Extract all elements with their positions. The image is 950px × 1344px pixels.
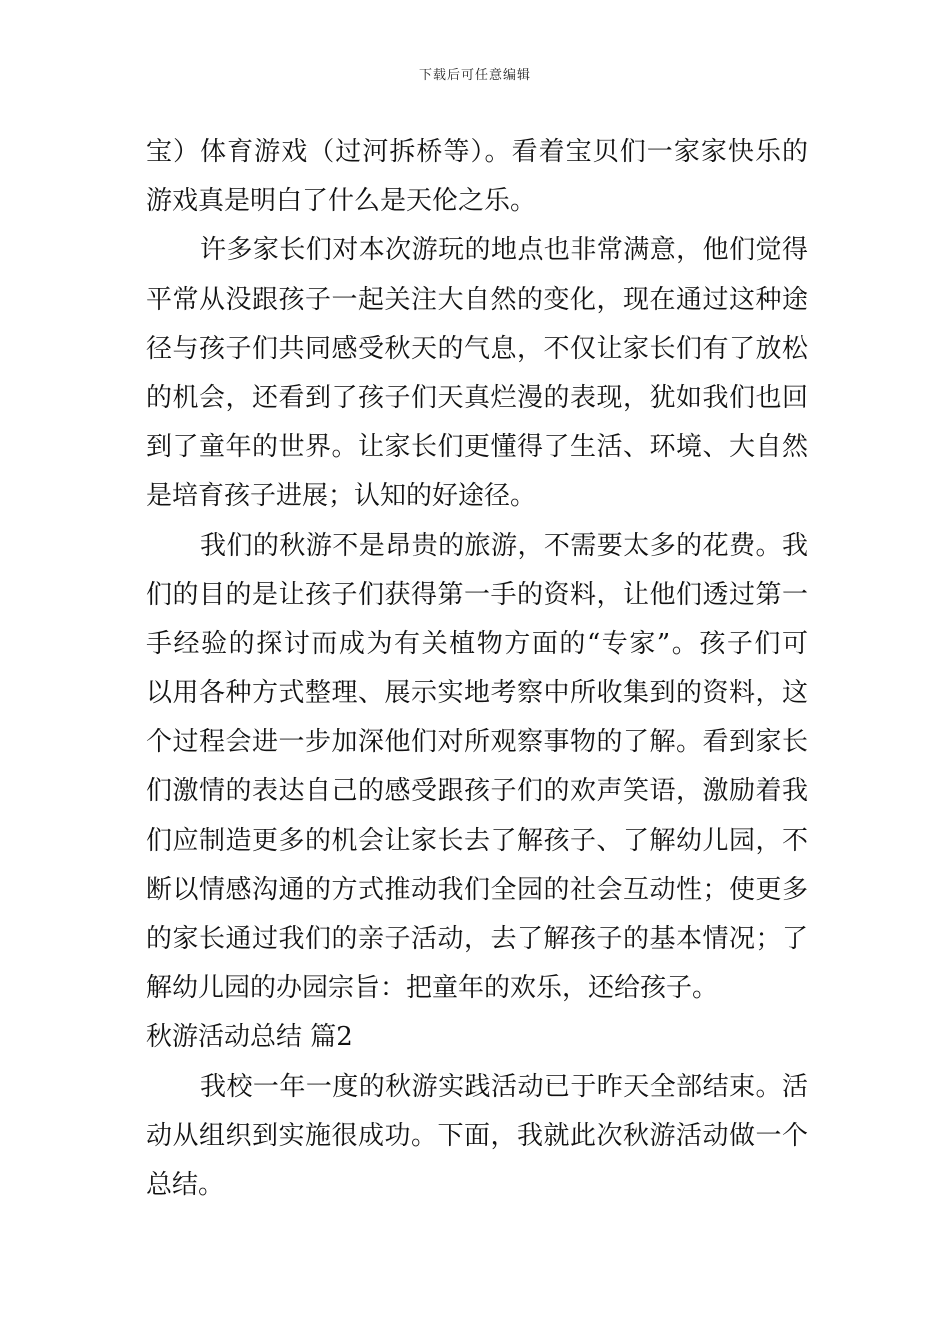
text-line: 以用各种方式整理、展示实地考察中所收集到的资料，这 — [146, 678, 808, 709]
text-line: 们应制造更多的机会让家长去了解孩子、了解幼儿园，不 — [146, 825, 808, 856]
text-line: 径与孩子们共同感受秋天的气息，不仅让家长们有了放松 — [146, 333, 808, 364]
text-line: 的机会，还看到了孩子们天真烂漫的表现，犹如我们也回 — [146, 382, 808, 413]
document-body — [146, 128, 808, 1210]
text-line: 是培育孩子进展；认知的好途径。 — [146, 481, 537, 512]
text-line: 游戏真是明白了什么是天伦之乐。 — [146, 186, 537, 217]
page-header: 下载后可任意编辑 — [418, 68, 531, 83]
text-line: 断以情感沟通的方式推动我们全园的社会互动性；使更多 — [146, 874, 808, 905]
text-line: 手经验的探讨而成为有关植物方面的“专家”。孩子们可 — [146, 628, 808, 659]
text-line: 平常从没跟孩子一起关注大自然的变化，现在通过这种途 — [146, 284, 808, 315]
text-line: 们的目的是让孩子们获得第一手的资料，让他们透过第一 — [146, 579, 808, 610]
text-line: 个过程会进一步加深他们对所观察事物的了解。看到家长 — [146, 727, 808, 758]
text-line: 秋游活动总结 篇2 — [146, 1022, 353, 1053]
text-line: 们激情的表达自己的感受跟孩子们的欢声笑语，激励着我 — [146, 776, 808, 807]
text-line: 的家长通过我们的亲子活动，去了解孩子的基本情况；了 — [146, 924, 808, 954]
text-line: 总结。 — [146, 1169, 225, 1200]
text-line: 我校一年一度的秋游实践活动已于昨天全部结束。活 — [200, 1071, 808, 1102]
text-line: 宝）体育游戏（过河拆桥等）。看着宝贝们一家家快乐的 — [146, 137, 808, 167]
text-line: 到了童年的世界。让家长们更懂得了生活、环境、大自然 — [146, 432, 808, 463]
text-line: 动从组织到实施很成功。下面，我就此次秋游活动做一个 — [146, 1120, 808, 1151]
text-line: 许多家长们对本次游玩的地点也非常满意，他们觉得 — [200, 235, 808, 266]
text-line: 我们的秋游不是昂贵的旅游，不需要太多的花费。我 — [200, 530, 808, 561]
text-line: 解幼儿园的办园宗旨：把童年的欢乐，还给孩子。 — [146, 973, 719, 1004]
